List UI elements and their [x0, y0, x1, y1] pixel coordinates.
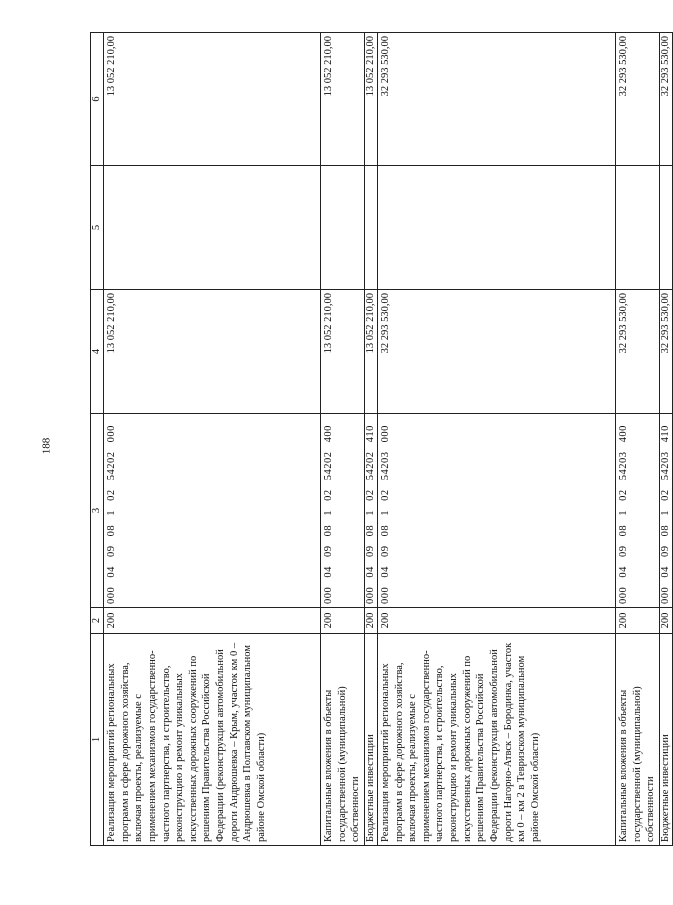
row-col4: 13 052 210,00: [364, 290, 377, 414]
row-code: 200: [377, 608, 615, 634]
row-code: 200: [104, 608, 321, 634]
table-row: [377, 33, 615, 846]
header-col-3: 3: [91, 414, 104, 608]
budget-table-sheet: [90, 33, 671, 846]
row-name: Капитальные вложения в объекты государственной (муниципальной) собственности: [615, 634, 659, 846]
row-kbk: 000 04 09 08 1 02 54203 000: [377, 414, 615, 608]
row-kbk: 000 04 09 08 1 02 54202 410: [364, 414, 377, 608]
row-name: Бюджетные инвестиции: [364, 634, 377, 846]
header-col-6: 6: [91, 33, 104, 166]
page-number: 188: [40, 437, 53, 455]
row-col4: 32 293 530,00: [659, 290, 672, 414]
row-col6: 13 052 210,00: [364, 33, 377, 166]
row-col5: [321, 166, 365, 290]
row-name: Бюджетные инвестиции: [659, 634, 672, 846]
row-kbk: 000 04 09 08 1 02 54202 400: [321, 414, 365, 608]
row-name: Реализация мероприятий региональных программ в сфере дорожного хозяйства, включая проекты, реализуемые с применением механизмов государственно-частного партнерства, и строительство, реконструкцию и ремонт уникальных искусственных дорожных сооружений по решениям Правительства Российской Федерации (реконструкция автомобильной дороги Нагорно-Атвск – Бородинка, участок км 0 – км 2 в Тевризском муниципальном районе Омской области): [377, 634, 615, 846]
row-col5: [615, 166, 659, 290]
table-row: [659, 33, 672, 846]
row-code: 200: [615, 608, 659, 634]
row-col6: 32 293 530,00: [377, 33, 615, 166]
budget-table: [90, 32, 673, 846]
row-name: Реализация мероприятий региональных программ в сфере дорожного хозяйства, включая проекты, реализуемые с применением механизмов государственно-частного партнерства, и строительство, реконструкцию и ремонт уникальных искусственных дорожных сооружений по решениям Правительства Российской Федерации (реконструкция автомобильной дороги Андрюшевка – Крым, участок км 0 – Андрюшевка в Полтавском муниципальном районе Омской области): [104, 634, 321, 846]
row-code: 200: [364, 608, 377, 634]
row-col4: 32 293 530,00: [377, 290, 615, 414]
row-col6: 13 052 210,00: [104, 33, 321, 166]
table-row: [615, 33, 659, 846]
header-col-1: 1: [91, 634, 104, 846]
row-kbk: 000 04 09 08 1 02 54202 000: [104, 414, 321, 608]
row-col5: [104, 166, 321, 290]
row-kbk: 000 04 09 08 1 02 54203 410: [659, 414, 672, 608]
row-code: 200: [321, 608, 365, 634]
row-code: 200: [659, 608, 672, 634]
row-kbk: 000 04 09 08 1 02 54203 400: [615, 414, 659, 608]
row-col5: [377, 166, 615, 290]
row-col4: 13 052 210,00: [104, 290, 321, 414]
table-row: [104, 33, 321, 846]
row-col6: 32 293 530,00: [659, 33, 672, 166]
row-col6: 32 293 530,00: [615, 33, 659, 166]
row-col6: 13 052 210,00: [321, 33, 365, 166]
table-row: [364, 33, 377, 846]
header-col-5: 5: [91, 166, 104, 290]
row-col5: [659, 166, 672, 290]
table-header-row: [91, 33, 104, 846]
header-col-4: 4: [91, 290, 104, 414]
row-name: Капитальные вложения в объекты государственной (муниципальной) собственности: [321, 634, 365, 846]
row-col4: 32 293 530,00: [615, 290, 659, 414]
header-col-2: 2: [91, 608, 104, 634]
row-col4: 13 052 210,00: [321, 290, 365, 414]
row-col5: [364, 166, 377, 290]
table-row: [321, 33, 365, 846]
